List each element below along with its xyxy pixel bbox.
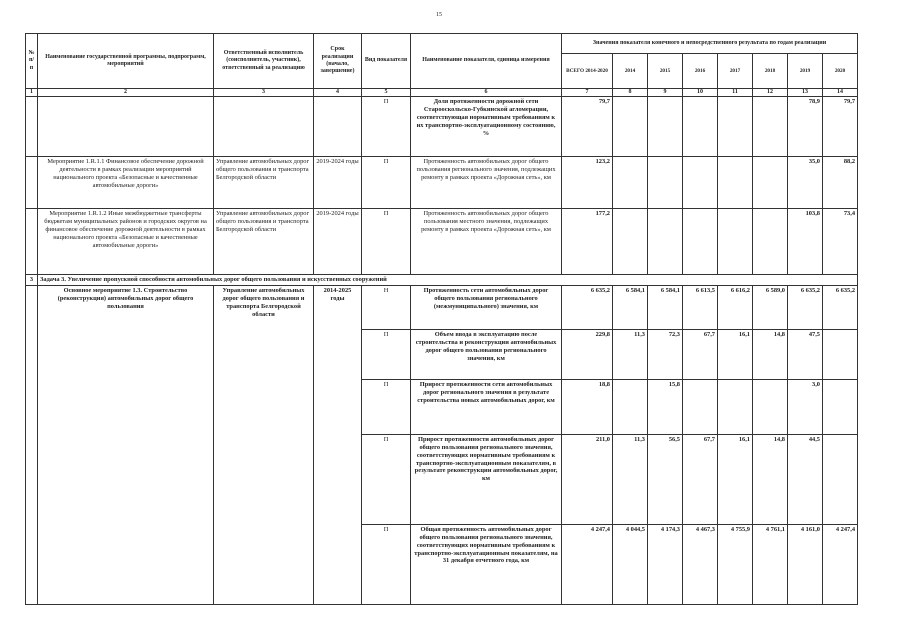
event-name: Мероприятие 1.R.1.1 Финансовое обеспечение дорожной деятельности в рамках реализации мероприятий национального проекта «Безопасные и качественные автомобильные дороги» — [38, 157, 214, 209]
value-total: 229,8 — [562, 330, 613, 380]
value-cell — [718, 209, 753, 275]
value-cell — [753, 97, 788, 157]
value-cell — [823, 380, 858, 435]
value-cell: 16,1 — [718, 330, 753, 380]
responsible-cell: Управление автомобильных дорог общего пользования и транспорта Белгородской области — [214, 209, 314, 275]
program-table — [25, 33, 858, 605]
value-cell — [823, 330, 858, 380]
task-row — [26, 275, 858, 286]
value-cell: 11,3 — [613, 435, 648, 525]
value-cell: 44,5 — [788, 435, 823, 525]
value-cell: 15,8 — [648, 380, 683, 435]
value-cell — [648, 157, 683, 209]
value-total: 6 635,2 — [562, 286, 613, 330]
indicator-name: Доля протяженности дорожной сети Старооскольско-Губкинской агломерации, соответствующая нормативным требованиям к их транспортно-эксплуатационному состоянию, % — [411, 97, 562, 157]
column-number: 14 — [823, 89, 858, 97]
header-name: Наименование государственной программы, подпрограмм, мероприятий — [38, 34, 214, 89]
value-total: 18,8 — [562, 380, 613, 435]
column-number: 6 — [411, 89, 562, 97]
value-cell: 6 635,2 — [788, 286, 823, 330]
indicator-name: Протяженность сети автомобильных дорог общего пользования регионального (межмуниципального) значения, км — [411, 286, 562, 330]
value-cell: 4 755,9 — [718, 525, 753, 605]
column-number: 1 — [26, 89, 38, 97]
column-numbers-row — [26, 89, 858, 97]
value-cell: 3,0 — [788, 380, 823, 435]
value-cell: 4 174,3 — [648, 525, 683, 605]
header-indicator: Наименование показателя, единица измерения — [411, 34, 562, 89]
value-cell — [683, 157, 718, 209]
value-cell — [753, 209, 788, 275]
value-cell — [753, 380, 788, 435]
column-number: 10 — [683, 89, 718, 97]
header-total: ВСЕГО 2014-2020 — [562, 54, 613, 89]
value-cell: 14,8 — [753, 330, 788, 380]
value-cell — [648, 97, 683, 157]
column-number: 5 — [362, 89, 411, 97]
indicator-name: Прирост протяженности автомобильных дорог общего пользования регионального значения, соответствующих нормативным требованиям к транспортно-эксплуатационным показателям, в результате реконструкции автомобильных дорог, км — [411, 435, 562, 525]
value-cell: 73,4 — [823, 209, 858, 275]
header-year: 2018 — [753, 54, 788, 89]
value-cell: 47,5 — [788, 330, 823, 380]
header-term: Срок реализации (начало, завершение) — [314, 34, 362, 89]
value-cell: 56,5 — [648, 435, 683, 525]
value-cell — [683, 380, 718, 435]
value-cell — [613, 97, 648, 157]
value-cell: 88,2 — [823, 157, 858, 209]
table-row — [26, 157, 858, 209]
value-cell — [683, 209, 718, 275]
term-cell — [314, 97, 362, 157]
indicator-name: Общая протяженность автомобильных дорог общего пользования регионального значения, соответствующих нормативным требованиям к транспортно-эксплуатационным показателям, на 31 декабря отчетного года, км — [411, 525, 562, 605]
value-cell: 14,8 — [753, 435, 788, 525]
value-cell: 4 161,0 — [788, 525, 823, 605]
row-number — [26, 97, 38, 157]
header-responsible: Ответственный исполнитель (соисполнитель, участник), ответственный за реализацию — [214, 34, 314, 89]
value-cell — [683, 97, 718, 157]
task-title: Задача 3. Увеличение пропускной способности автомобильных дорог общего пользования и искусственных сооружений — [38, 275, 858, 286]
value-cell: 35,0 — [788, 157, 823, 209]
page-number: 15 — [436, 12, 442, 18]
value-total: 4 247,4 — [562, 525, 613, 605]
value-cell — [823, 435, 858, 525]
term-cell: 2019-2024 годы — [314, 209, 362, 275]
indicator-name: Прирост протяженности сети автомобильных дорог регионального значения в результате строительства новых автомобильных дорог, км — [411, 380, 562, 435]
term-cell: 2019-2024 годы — [314, 157, 362, 209]
value-cell: 6 584,1 — [648, 286, 683, 330]
value-cell — [718, 157, 753, 209]
event-name — [38, 97, 214, 157]
indicator-type: П — [362, 435, 411, 525]
column-number: 9 — [648, 89, 683, 97]
column-number: 4 — [314, 89, 362, 97]
value-cell: 4 247,4 — [823, 525, 858, 605]
indicator-name: Протяженность автомобильных дорог общего пользования регионального значения, подлежащих ремонту в рамках проекта «Дорожная сеть», км — [411, 157, 562, 209]
header-year: 2020 — [823, 54, 858, 89]
value-cell: 4 761,1 — [753, 525, 788, 605]
value-cell: 72,3 — [648, 330, 683, 380]
responsible-cell — [214, 97, 314, 157]
value-cell — [613, 209, 648, 275]
value-cell — [753, 157, 788, 209]
table-row — [26, 286, 858, 330]
value-cell: 79,7 — [823, 97, 858, 157]
value-total: 211,0 — [562, 435, 613, 525]
value-cell: 4 044,5 — [613, 525, 648, 605]
column-number: 2 — [38, 89, 214, 97]
main-event-term: 2014-2025 годы — [314, 286, 362, 605]
column-number: 7 — [562, 89, 613, 97]
main-event-responsible: Управление автомобильных дорог общего пользования и транспорта Белгородской области — [214, 286, 314, 605]
indicator-name: Объем ввода в эксплуатацию после строительства и реконструкции автомобильных дорог общего пользования регионального значения, км — [411, 330, 562, 380]
indicator-type: П — [362, 525, 411, 605]
value-cell: 78,9 — [788, 97, 823, 157]
indicator-type: П — [362, 97, 411, 157]
value-cell: 4 467,3 — [683, 525, 718, 605]
header-year: 2014 — [613, 54, 648, 89]
value-total: 79,7 — [562, 97, 613, 157]
value-cell: 6 613,5 — [683, 286, 718, 330]
column-number: 13 — [788, 89, 823, 97]
header-year: 2015 — [648, 54, 683, 89]
event-name: Мероприятие 1.R.1.2 Иные межбюджетные трансферты бюджетам муниципальных районов и городских округов на финансовое обеспечение дорожной деятельности в рамках национального проекта «Безопасные и качественные автомобильные дороги» — [38, 209, 214, 275]
value-cell: 67,7 — [683, 330, 718, 380]
value-cell — [613, 380, 648, 435]
main-event-name: Основное мероприятие 1.3. Строительство (реконструкция) автомобильных дорог общего пользования — [38, 286, 214, 605]
column-number: 12 — [753, 89, 788, 97]
value-cell: 103,8 — [788, 209, 823, 275]
value-cell: 6 589,0 — [753, 286, 788, 330]
column-number: 3 — [214, 89, 314, 97]
value-cell: 16,1 — [718, 435, 753, 525]
row-number — [26, 157, 38, 209]
row-number — [26, 209, 38, 275]
table-row — [26, 97, 858, 157]
indicator-type: П — [362, 380, 411, 435]
value-cell: 67,7 — [683, 435, 718, 525]
header-type: Вид показателя — [362, 34, 411, 89]
responsible-cell: Управление автомобильных дорог общего пользования и транспорта Белгородской области — [214, 157, 314, 209]
header-values-group: Значения показателя конечного и непосредственного результата по годам реализации — [562, 34, 858, 54]
value-cell — [718, 380, 753, 435]
indicator-name: Протяженность автомобильных дорог общего пользования местного значения, подлежащих ремонту в рамках проекта «Дорожная сеть», км — [411, 209, 562, 275]
value-cell — [718, 97, 753, 157]
value-cell: 11,3 — [613, 330, 648, 380]
value-total: 123,2 — [562, 157, 613, 209]
value-cell: 6 635,2 — [823, 286, 858, 330]
value-cell — [613, 157, 648, 209]
indicator-type: П — [362, 330, 411, 380]
header-no: № п/п — [26, 34, 38, 89]
task-number: 3 — [26, 275, 38, 286]
table-row — [26, 209, 858, 275]
header-year: 2016 — [683, 54, 718, 89]
value-cell: 6 584,1 — [613, 286, 648, 330]
indicator-type: П — [362, 157, 411, 209]
column-number: 8 — [613, 89, 648, 97]
value-cell: 6 616,2 — [718, 286, 753, 330]
value-cell — [648, 209, 683, 275]
header-year: 2019 — [788, 54, 823, 89]
indicator-type: Н — [362, 286, 411, 330]
value-total: 177,2 — [562, 209, 613, 275]
indicator-type: П — [362, 209, 411, 275]
row-number — [26, 286, 38, 605]
column-number: 11 — [718, 89, 753, 97]
header-year: 2017 — [718, 54, 753, 89]
